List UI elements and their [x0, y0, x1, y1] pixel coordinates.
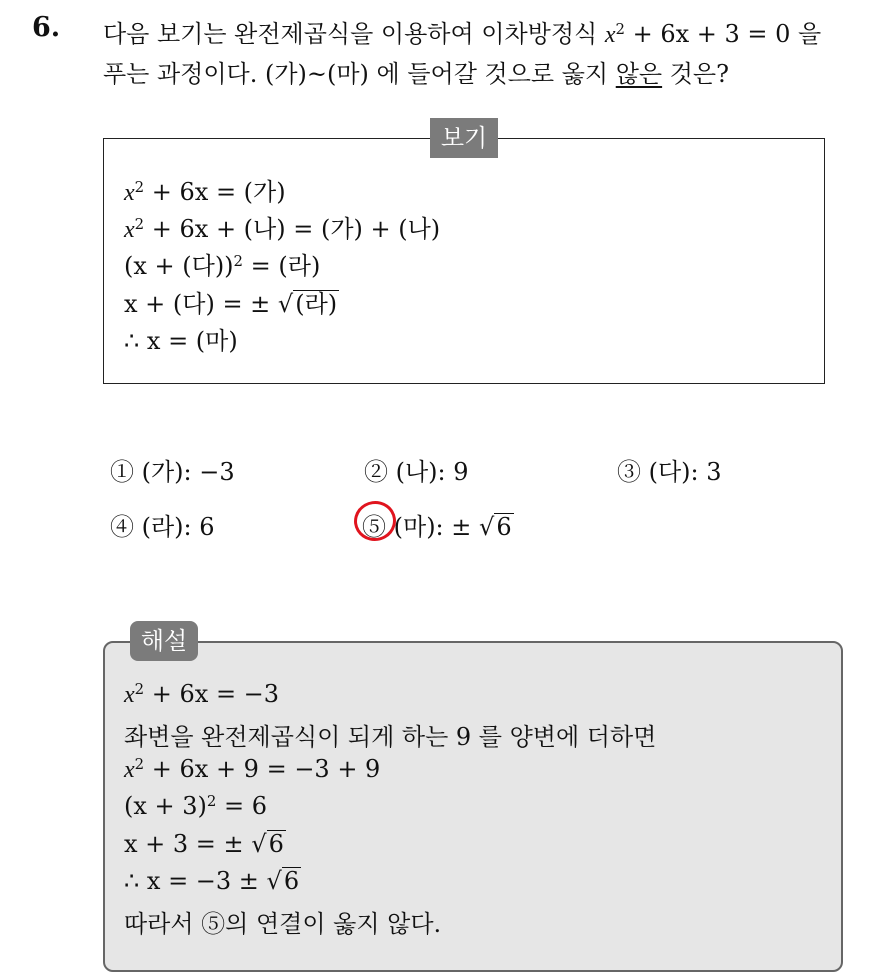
choice-3[interactable]: ③ (다): 3 — [617, 458, 722, 486]
example-line-3: (x + (다))$^2$ = (라) — [124, 251, 321, 280]
choice-5-label: (마): ± — [393, 513, 472, 541]
solution-line-2: 좌변을 완전제곱식이 되게 하는 9 를 양변에 더하면 — [124, 723, 657, 751]
question-line-1 — [103, 14, 821, 49]
choice-2[interactable]: ② (나): 9 — [364, 458, 469, 486]
exponent: 2 — [615, 19, 625, 38]
solution-title: 해설 — [130, 621, 198, 661]
choice-5-mark: ⑤ — [362, 513, 386, 541]
example-line-5: ∴ x = (마) — [124, 327, 238, 355]
sqrt-content: (라) — [295, 290, 338, 318]
solution-line-5: x + 3 = ± √6 — [124, 830, 284, 858]
example-line-4: x + (다) = ± √(라) — [124, 290, 338, 318]
equation-tail: + 6x + 3 = 0 을 — [632, 20, 822, 48]
choice-4[interactable]: ④ (라): 6 — [110, 513, 215, 541]
equation-x: x — [604, 22, 616, 48]
example-line-2: $x^2 + 6x$ + (나) = (가) + (나) — [124, 214, 441, 243]
example-line-1: $x^2 + 6x$ = (가) — [124, 177, 286, 206]
solution-line-7: 따라서 ⑤의 연결이 옳지 않다. — [124, 910, 442, 938]
choice-5-root: 6 — [496, 513, 512, 541]
question-end: 것은? — [662, 60, 729, 88]
solution-line-3: $x^2 + 6x + 9 = -3 + 9$ — [124, 754, 381, 783]
solution-line-6: ∴ x = −3 ± √6 — [124, 867, 300, 895]
question-text-2: 푸는 과정이다. (가)~(마) 에 들어갈 것으로 옳지 — [103, 60, 616, 88]
question-number: 6. — [32, 12, 61, 43]
underlined-not: 않은 — [615, 60, 663, 88]
choice-1[interactable]: ① (가): −3 — [110, 458, 235, 486]
question-text: 다음 보기는 완전제곱식을 이용하여 이차방정식 — [103, 20, 598, 48]
example-title: 보기 — [430, 118, 498, 158]
solution-line-1: $x^2 + 6x = -3$ — [124, 679, 280, 708]
question-line-2 — [103, 54, 729, 89]
choice-5[interactable]: ⑤ (마): ± √6 — [362, 513, 512, 541]
solution-line-4: $(x + 3)^2 = 6$ — [124, 791, 268, 820]
